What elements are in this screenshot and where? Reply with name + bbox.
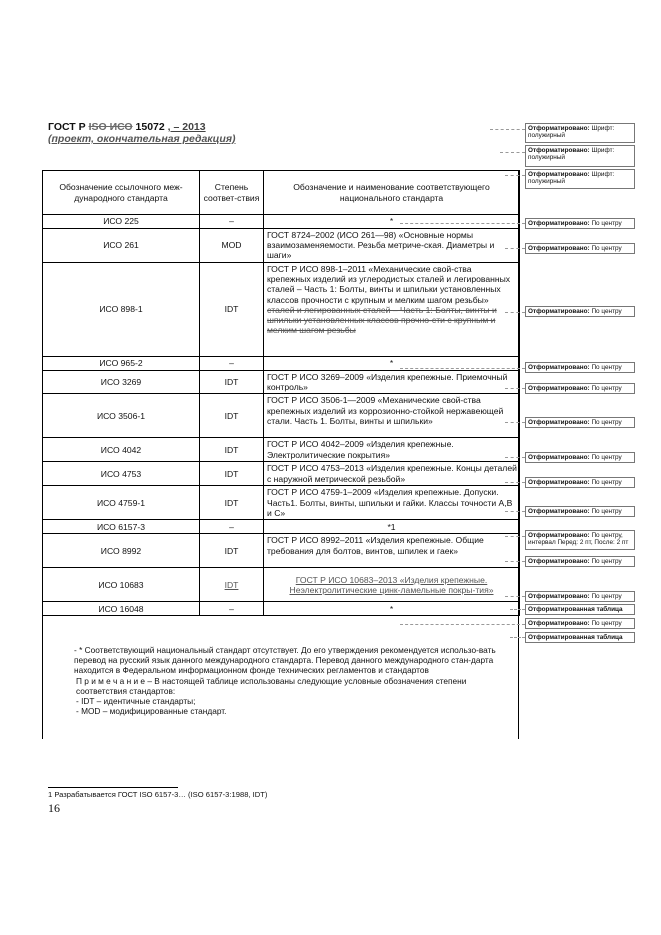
ref-cell: ИСО 8992: [43, 534, 200, 568]
ref-cell: ИСО 898-1: [43, 263, 200, 357]
ref-cell: ИСО 6157-3: [43, 520, 200, 534]
comment-leader: [505, 561, 525, 562]
comment-label: Отформатированная таблица: [528, 606, 623, 613]
comment-label: Отформатировано:: [528, 454, 590, 461]
comment-balloon[interactable]: [525, 417, 635, 428]
table-row: [43, 371, 520, 394]
national-cell: [264, 263, 520, 357]
ref-cell: ИСО 4042: [43, 438, 200, 462]
comment-label: Отформатировано:: [528, 171, 590, 178]
comment-balloon[interactable]: [525, 604, 635, 615]
comment-text: Шрифт: полужирный: [528, 171, 615, 186]
note-title: П р и м е ч а н и е – В настоящей таблице использованы следующие условные обозначения степени соответствия стандартов:: [76, 675, 467, 696]
table-row: [43, 486, 520, 520]
comment-text: По центру: [591, 220, 622, 227]
ref-cell: ИСО 965-2: [43, 357, 200, 371]
comment-leader: [505, 422, 525, 423]
comment-balloon[interactable]: [525, 169, 635, 189]
table-row: [43, 263, 520, 357]
national-cell: *: [264, 215, 520, 229]
degree-cell: IDT: [200, 486, 264, 520]
comment-label: Отформатировано:: [528, 147, 590, 154]
comment-label: Отформатировано:: [528, 558, 590, 565]
table-row: [43, 229, 520, 263]
comment-leader: [505, 596, 525, 597]
comment-leader: [400, 223, 525, 224]
header-degree: Степень соответ-ствия: [200, 171, 264, 215]
table-row: [43, 568, 520, 602]
standard-year: , – 2013: [167, 121, 206, 133]
comment-text: По центру: [591, 419, 622, 426]
comment-balloon[interactable]: [525, 243, 635, 254]
national-cell: *1: [264, 520, 520, 534]
national-cell: *: [264, 357, 520, 371]
comment-text: Шрифт: полужирный: [528, 147, 615, 162]
note-mod: - MOD – модифицированные стандарт.: [76, 706, 227, 717]
star-note: - * Соответствующий национальный стандарт отсутствует. До его утверждения рекомендуется использо-вать перевод на русский язык данного международного стандарта. Перевод данного международного стан-дарта находится в Федеральном информационном фонде технических регламентов и стандартов: [74, 645, 496, 676]
national-text: ГОСТ Р ИСО 898-1–2011 «Механические свой-ства крепежных изделий из углеродистых сталей и легированных сталей – Часть 1: Болты, винты и шпильки установленных классов прочности с крупным и мелким шагом резьбы»: [267, 264, 511, 305]
ref-cell: ИСО 3269: [43, 371, 200, 394]
degree-cell: IDT: [200, 394, 264, 438]
comment-text: По центру, интервал Перед: 2 пт, После: 2 пт: [528, 532, 629, 547]
comment-leader: [400, 368, 525, 369]
national-cell: ГОСТ Р ИСО 3506-1—2009 «Механические свой-ства крепежных изделий из коррозионно-стойкой нержавеющей стали. Часть 1. Болты, винты и шпильки»: [264, 394, 520, 438]
ref-cell: ИСО 10683: [43, 568, 200, 602]
comment-leader: [510, 609, 525, 610]
national-cell: ГОСТ Р ИСО 3269–2009 «Изделия крепежные. Приемочный контроль»: [264, 371, 520, 394]
degree-cell: –: [200, 215, 264, 229]
table-row: [43, 602, 520, 616]
comment-balloon[interactable]: [525, 477, 635, 488]
comment-leader: [505, 175, 525, 176]
degree-cell: IDT: [200, 263, 264, 357]
degree-cell: –: [200, 357, 264, 371]
comment-text: По центру: [591, 558, 622, 565]
degree-cell: IDT: [200, 462, 264, 486]
draft-status: (проект, окончательная редакция): [48, 133, 236, 145]
ref-cell: ИСО 3506-1: [43, 394, 200, 438]
table-row: [43, 438, 520, 462]
ref-cell: ИСО 16048: [43, 602, 200, 616]
comment-leader: [400, 624, 525, 625]
comment-leader: [505, 511, 525, 512]
degree-cell: MOD: [200, 229, 264, 263]
comment-text: По центру: [591, 308, 622, 315]
comment-leader: [510, 637, 525, 638]
table-row: [43, 534, 520, 568]
comment-text: По центру: [591, 508, 622, 515]
comment-balloon[interactable]: [525, 218, 635, 229]
document-header: [48, 121, 278, 145]
comment-label: Отформатировано:: [528, 125, 590, 132]
comment-leader: [490, 129, 525, 130]
footnote: 1 Разрабатывается ГОСТ ISO 6157-3… (ISO 6157-3:1988, IDT): [48, 790, 268, 799]
table-notes: [46, 645, 516, 716]
ref-cell: ИСО 4759-1: [43, 486, 200, 520]
comment-label: Отформатировано:: [528, 508, 590, 515]
table-header-row: [43, 171, 520, 215]
comment-label: Отформатировано:: [528, 385, 590, 392]
note-idt: - IDT – идентичные стандарты;: [76, 696, 196, 707]
comment-balloon[interactable]: [525, 123, 635, 143]
comment-label: Отформатированная таблица: [528, 634, 623, 641]
comment-label: Отформатировано:: [528, 532, 590, 539]
comment-balloon[interactable]: [525, 618, 635, 629]
comment-balloon[interactable]: [525, 145, 635, 167]
comment-balloon[interactable]: [525, 591, 635, 602]
comment-text: По центру: [591, 245, 622, 252]
comment-label: Отформатировано:: [528, 245, 590, 252]
table-row: [43, 394, 520, 438]
national-cell: *: [264, 602, 520, 616]
comment-leader: [505, 457, 525, 458]
comment-label: Отформатировано:: [528, 479, 590, 486]
comment-leader: [505, 248, 525, 249]
comment-text: По центру: [591, 620, 622, 627]
comment-balloon[interactable]: [525, 452, 635, 463]
comment-leader: [505, 312, 525, 313]
degree-cell: IDT: [200, 568, 264, 602]
comment-leader: [500, 152, 525, 153]
comment-label: Отформатировано:: [528, 419, 590, 426]
national-cell: ГОСТ Р ИСО 4753–2013 «Изделия крепежные. Концы деталей с наружной метрической резьбой»: [264, 462, 520, 486]
degree-cell: IDT: [200, 371, 264, 394]
comment-label: Отформатировано:: [528, 364, 590, 371]
comment-text: По центру: [591, 454, 622, 461]
comment-balloon[interactable]: [525, 530, 635, 550]
comment-label: Отформатировано:: [528, 220, 590, 227]
standard-number: 15072: [135, 121, 165, 133]
degree-cell: IDT: [200, 534, 264, 568]
national-cell: ГОСТ Р ИСО 10683–2013 «Изделия крепежные. Неэлектролитические цинк-ламельные покры-тия»: [264, 568, 520, 602]
degree-cell: –: [200, 520, 264, 534]
page-number: 16: [48, 801, 60, 815]
table-row: [43, 520, 520, 534]
deleted-iso-text: ISO ИСО: [88, 121, 133, 133]
ref-cell: ИСО 4753: [43, 462, 200, 486]
comment-text: По центру: [591, 364, 622, 371]
footnote-separator: [48, 787, 178, 788]
comment-text: По центру: [591, 385, 622, 392]
comment-text: По центру: [591, 593, 622, 600]
comment-leader: [505, 536, 525, 537]
national-cell: ГОСТ Р ИСО 8992–2011 «Изделия крепежные. Общие требования для болтов, винтов, шпилек и гаек»: [264, 534, 520, 568]
comment-text: По центру: [591, 479, 622, 486]
comment-leader: [505, 482, 525, 483]
comment-text: Шрифт: полужирный: [528, 125, 615, 140]
ref-cell: ИСО 261: [43, 229, 200, 263]
comment-balloon[interactable]: [525, 362, 635, 373]
gost-label: ГОСТ Р: [48, 121, 86, 133]
comment-label: Отформатировано:: [528, 593, 590, 600]
deleted-text: сталей и легированных сталей – Часть 1: Болты, винты и шпильки установленных классов прочно-сти с крупным и мелким шагом резьбы: [267, 304, 497, 336]
reference-standards-table: [42, 170, 520, 616]
national-cell: ГОСТ 8724–2002 (ИСО 261—98) «Основные нормы взаимозаменяемости. Резьба метриче-ская. Диаметры и шаги»: [264, 229, 520, 263]
comment-balloon[interactable]: [525, 506, 635, 517]
comment-balloon[interactable]: [525, 383, 635, 394]
header-ref-standard: Обозначение ссылочного меж-дународного стандарта: [43, 171, 200, 215]
comment-balloon[interactable]: [525, 306, 635, 317]
comment-balloon[interactable]: [525, 632, 635, 643]
degree-cell: IDT: [200, 438, 264, 462]
national-cell: ГОСТ Р ИСО 4759-1–2009 «Изделия крепежные. Допуски. Часть1. Болты, винты, шпильки и гайки. Классы точности A,B и C»: [264, 486, 520, 520]
national-cell: ГОСТ Р ИСО 4042–2009 «Изделия крепежные. Электролитические покрытия»: [264, 438, 520, 462]
comment-label: Отформатировано:: [528, 620, 590, 627]
table-row: [43, 462, 520, 486]
degree-cell: –: [200, 602, 264, 616]
comment-balloon[interactable]: [525, 556, 635, 567]
header-national-standard: Обозначение и наименование соответствующего национального стандарта: [264, 171, 520, 215]
table-row: [43, 215, 520, 229]
comment-leader: [505, 388, 525, 389]
ref-cell: ИСО 225: [43, 215, 200, 229]
comment-label: Отформатировано:: [528, 308, 590, 315]
